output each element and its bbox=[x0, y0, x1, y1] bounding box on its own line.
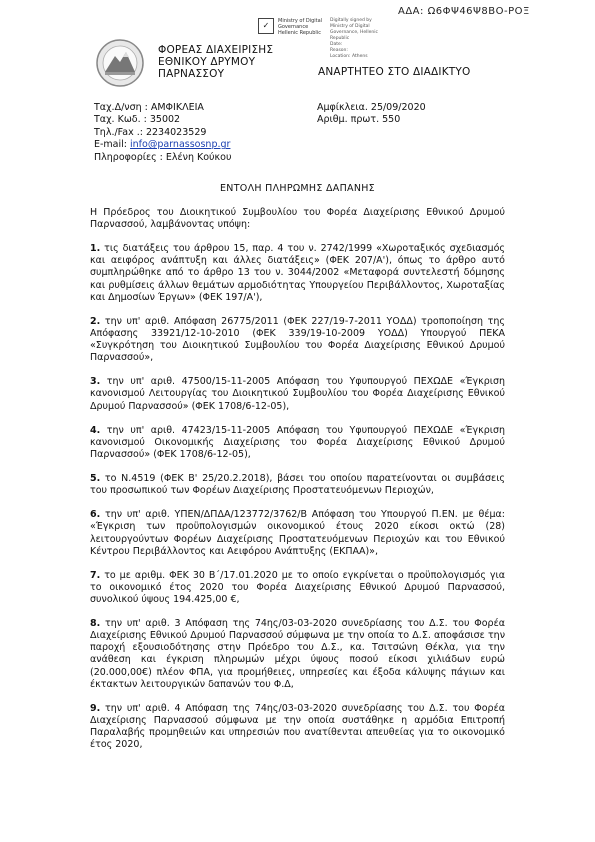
clause-5 bbox=[90, 473, 505, 497]
address-line: Ταχ.Δ/νση : ΑΜΦΙΚΛΕΙΑ bbox=[94, 102, 204, 113]
clause-text: την υπ' αριθ. 4 Απόφαση της 74ης/03-03-2020 συνεδρίασης του Δ.Σ. του Φορέα Διαχείρισης Παρνασσού σύμφωνα με την οποία συστάθηκε η αρμόδια Επιτροπή Παραλαβής προμηθειών και υπηρεσιών που ανατίθενται απευθείας για το οικονομικό έτος 2020, bbox=[90, 702, 505, 751]
place-date: Αμφίκλεια. 25/09/2020 bbox=[317, 102, 426, 113]
clause-number: 9. bbox=[90, 702, 101, 714]
signature-detail: Ministry of Digital bbox=[330, 24, 370, 29]
intro-paragraph: Η Πρόεδρος του Διοικητικού Συμβουλίου του Φορέα Διαχείρισης Εθνικού Δρυμού Παρνασσού, λαμβάνοντας υπόψη: bbox=[90, 207, 505, 231]
signature-detail: Date: bbox=[330, 42, 343, 47]
org-name-line: ΦΟΡΕΑΣ ΔΙΑΧΕΙΡΙΣΗΣ bbox=[158, 44, 274, 56]
signature-detail: Reason: bbox=[330, 48, 348, 53]
signature-details bbox=[330, 18, 378, 60]
signature-line: Governance bbox=[278, 24, 309, 30]
clause-text: το Ν.4519 (ΦΕΚ Β' 25/20.2.2018), βάσει του οποίου παρατείνονται οι συμβάσεις του προσωπικού των Φορέων Διαχείρισης Προστατευόμενων Περιοχών, bbox=[90, 473, 505, 497]
clause-7 bbox=[90, 570, 505, 606]
clause-3 bbox=[90, 376, 505, 412]
document-title: ΕΝΤΟΛΗ ΠΛΗΡΩΜΗΣ ΔΑΠΑΝΗΣ bbox=[220, 183, 375, 194]
signature-detail: Digitally signed by bbox=[330, 18, 372, 23]
clause-number: 8. bbox=[90, 618, 101, 630]
signature-line: Ministry of Digital bbox=[278, 18, 323, 24]
organization-name bbox=[158, 44, 273, 80]
clause-2 bbox=[90, 316, 505, 364]
info-line: Πληροφορίες : Ελένη Κούκου bbox=[94, 151, 232, 163]
phone-line: Τηλ./Fax .: 2234023529 bbox=[94, 126, 207, 138]
clause-9 bbox=[90, 703, 505, 751]
signature-detail: Republic bbox=[330, 36, 350, 41]
organization-logo-icon bbox=[95, 38, 145, 88]
clause-1 bbox=[90, 243, 505, 303]
clause-text: το με αριθμ. ΦΕΚ 30 Β΄/17.01.2020 με το οποίο εγκρίνεται ο προϋπολογισμός για το οικονομικό έτος 2020 του Φορέα Διαχείρισης Εθνικού Δρυμού Παρνασσού, συνολικού ύψους 194.425,00 €, bbox=[90, 569, 505, 605]
clause-text: την υπ' αριθ. 47500/15-11-2005 Απόφαση του Υφυπουργού ΠΕΧΩΔΕ «Έγκριση κανονισμού Λειτουργίας του Διοικητικού Συμβουλίου του Φορέα Διαχείρισης Εθνικού Δρυμού Παρνασσού» (ΦΕΚ 1708/6-12-05), bbox=[90, 376, 505, 412]
postcode-line: Ταχ. Κωδ. : 35002 bbox=[94, 114, 181, 126]
clause-number: 1. bbox=[90, 243, 101, 255]
protocol-number: Αριθμ. πρωτ. 550 bbox=[317, 114, 401, 126]
ada-code: ΑΔΑ: Ω6ΦΨ46Ψ8ΒΟ-ΡΟΞ bbox=[398, 6, 530, 17]
email-link[interactable]: info@parnassosnp.gr bbox=[130, 139, 231, 151]
signature-detail: Location: Athens bbox=[330, 54, 368, 59]
clause-number: 3. bbox=[90, 376, 101, 388]
clause-text: την υπ' αριθ. Απόφαση 26775/2011 (ΦΕΚ 227/19-7-2011 ΥΟΔΔ) τροποποίηση της Απόφασης 33921/12-10-2010 (ΦΕΚ 339/19-10-2009 ΥΟΔΔ) Υπουργού ΠΕΚΑ «Συγκρότηση του Διοικητικού Συμβουλίου του Φορέα Διαχείρισης Εθνικού Δρυμού Παρνασσού», bbox=[90, 315, 505, 364]
clause-text: την υπ' αριθ. ΥΠΕΝ/ΔΠΔΑ/123772/3762/Β Απόφαση του Υπουργού Π.ΕΝ. με θέμα: «Έγκριση των προϋπολογισμών οικονομικού έτους 2020 είκοσι οκτώ (28) λειτουργούντων Φορέων Διαχείρισης Προστατευόμενων Περιοχών και του Εθνικού Κέντρου Περιβάλλοντος και Αειφόρου Ανάπτυξης (ΕΚΠΑΑ)», bbox=[90, 509, 505, 557]
clause-text: τις διατάξεις του άρθρου 15, παρ. 4 του ν. 2742/1999 «Χωροταξικός σχεδιασμός και αειφόρος ανάπτυξη και άλλες διατάξεις» (ΦΕΚ 207/Α'), όπως το άρθρο αυτό συμπληρώθηκε από το άρθρο 13 του ν. 3044/2002 «Μεταφορά συντελεστή δόμησης και ρυθμίσεις άλλων θεμάτων αρμοδιότητας Υπουργείου Περιβάλλοντος, Χωροταξίας και Δημοσίων Έργων» (ΦΕΚ 197/Α'), bbox=[90, 243, 505, 303]
org-name-line: ΕΘΝΙΚΟΥ ΔΡΥΜΟΥ bbox=[158, 56, 256, 68]
posting-notice: ΑΝΑΡΤΗΤΕΟ ΣΤΟ ΔΙΑΔΙΚΤΥΟ bbox=[318, 66, 471, 78]
contact-block bbox=[94, 102, 231, 164]
document-body bbox=[90, 207, 505, 763]
clause-4 bbox=[90, 425, 505, 461]
email-label: E-mail: bbox=[94, 139, 131, 151]
clause-number: 5. bbox=[90, 473, 101, 485]
email-line bbox=[94, 139, 231, 151]
signature-detail: Governance, Hellenic bbox=[330, 30, 379, 35]
signature-check-icon: ✓ bbox=[258, 18, 274, 34]
clause-number: 2. bbox=[90, 315, 101, 327]
clause-text: την υπ' αριθ. 47423/15-11-2005 Απόφαση του Υφυπουργού ΠΕΧΩΔΕ «Έγκριση κανονισμού Οικονομικής Διαχείρισης του Φορέα Διαχείρισης Εθνικού Δρυμού Παρνασσού» (ΦΕΚ 1708/6-12-05), bbox=[90, 424, 505, 460]
digital-signature-stamp bbox=[258, 18, 386, 58]
signature-issuer bbox=[278, 18, 322, 36]
clause-number: 6. bbox=[90, 509, 101, 521]
date-block bbox=[317, 102, 426, 127]
clause-number: 7. bbox=[90, 569, 101, 581]
clause-8 bbox=[90, 618, 505, 691]
org-name-line: ΠΑΡΝΑΣΣΟΥ bbox=[158, 68, 225, 80]
clause-text: την υπ' αριθ. 3 Απόφαση της 74ης/03-03-2020 συνεδρίασης του Δ.Σ. του Φορέα Διαχείρισης Εθνικού Δρυμού Παρνασσού σύμφωνα με την οποία το Δ.Σ. αποφάσισε την παροχή εξουσιοδότησης στην Πρόεδρο του Δ.Σ., κα. Τσιτσώνη Θέκλα, για την ανάθεση και έγκριση πληρωμών μέχρι ύψους ποσού είκοσι χιλιάδων ευρώ (20.000,00€) πλέον ΦΠΑ, για προμήθειες, υπηρεσίες και έξοδα κάλυψης πάγιων και έκτακτων λειτουργικών δαπανών του Φ.Δ, bbox=[90, 618, 505, 690]
clause-number: 4. bbox=[90, 424, 101, 436]
signature-line: Hellenic Republic bbox=[278, 30, 321, 36]
clause-6 bbox=[90, 509, 505, 557]
